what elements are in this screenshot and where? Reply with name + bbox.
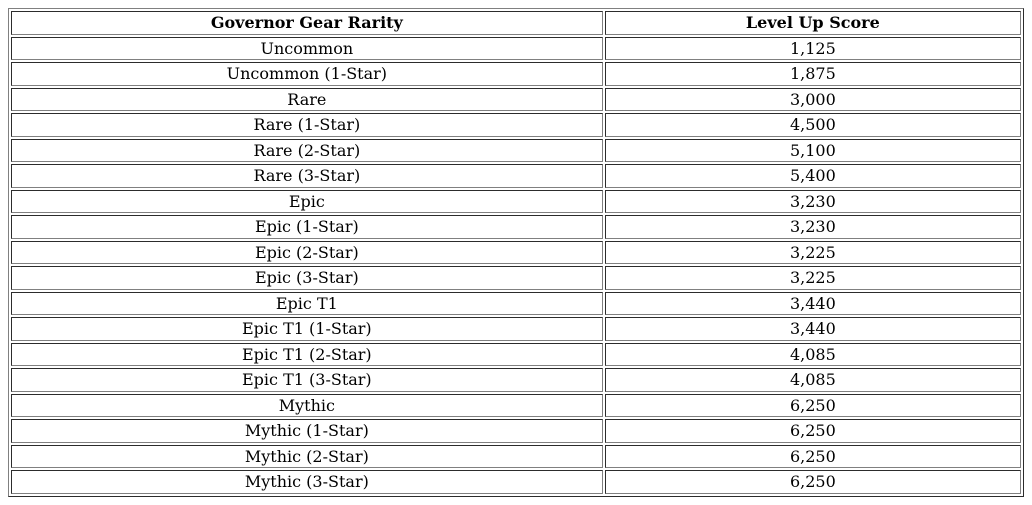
- table-row: [11, 292, 1021, 316]
- rarity-cell: Epic T1: [11, 292, 603, 316]
- rarity-cell: Epic T1 (3-Star): [11, 368, 603, 392]
- rarity-cell: Mythic (1-Star): [11, 419, 603, 443]
- rarity-cell: Rare: [11, 88, 603, 112]
- score-cell: 6,250: [605, 445, 1021, 469]
- table-row: [11, 343, 1021, 367]
- column-header-rarity: Governor Gear Rarity: [11, 11, 603, 35]
- score-cell: 6,250: [605, 394, 1021, 418]
- score-cell: 3,230: [605, 215, 1021, 239]
- rarity-cell: Mythic (3-Star): [11, 470, 603, 494]
- rarity-cell: Epic (2-Star): [11, 241, 603, 265]
- score-cell: 3,230: [605, 190, 1021, 214]
- score-cell: 1,125: [605, 37, 1021, 61]
- score-cell: 4,085: [605, 368, 1021, 392]
- rarity-cell: Rare (2-Star): [11, 139, 603, 163]
- table-row: [11, 241, 1021, 265]
- header-row: [11, 11, 1021, 35]
- rarity-cell: Epic (3-Star): [11, 266, 603, 290]
- table-row: [11, 164, 1021, 188]
- table-row: [11, 394, 1021, 418]
- gear-rarity-table: [8, 8, 1024, 497]
- score-cell: 4,085: [605, 343, 1021, 367]
- score-cell: 1,875: [605, 62, 1021, 86]
- rarity-cell: Uncommon: [11, 37, 603, 61]
- table-row: [11, 190, 1021, 214]
- page: [8, 8, 1024, 497]
- table-row: [11, 266, 1021, 290]
- table-row: [11, 113, 1021, 137]
- rarity-cell: Rare (3-Star): [11, 164, 603, 188]
- score-cell: 3,225: [605, 241, 1021, 265]
- score-cell: 4,500: [605, 113, 1021, 137]
- table-row: [11, 215, 1021, 239]
- table-row: [11, 419, 1021, 443]
- table-row: [11, 470, 1021, 494]
- table-row: [11, 368, 1021, 392]
- table-row: [11, 88, 1021, 112]
- rarity-cell: Epic (1-Star): [11, 215, 603, 239]
- table-row: [11, 317, 1021, 341]
- table-row: [11, 37, 1021, 61]
- rarity-cell: Rare (1-Star): [11, 113, 603, 137]
- score-cell: 3,440: [605, 292, 1021, 316]
- rarity-cell: Epic T1 (2-Star): [11, 343, 603, 367]
- score-cell: 6,250: [605, 470, 1021, 494]
- rarity-cell: Epic T1 (1-Star): [11, 317, 603, 341]
- table-row: [11, 139, 1021, 163]
- score-cell: 6,250: [605, 419, 1021, 443]
- score-cell: 3,440: [605, 317, 1021, 341]
- score-cell: 5,400: [605, 164, 1021, 188]
- column-header-score: Level Up Score: [605, 11, 1021, 35]
- rarity-cell: Uncommon (1-Star): [11, 62, 603, 86]
- rarity-cell: Mythic (2-Star): [11, 445, 603, 469]
- rarity-cell: Mythic: [11, 394, 603, 418]
- score-cell: 3,225: [605, 266, 1021, 290]
- score-cell: 5,100: [605, 139, 1021, 163]
- score-cell: 3,000: [605, 88, 1021, 112]
- table-row: [11, 445, 1021, 469]
- rarity-cell: Epic: [11, 190, 603, 214]
- table-body: [11, 37, 1021, 494]
- table-header: [11, 11, 1021, 35]
- table-row: [11, 62, 1021, 86]
